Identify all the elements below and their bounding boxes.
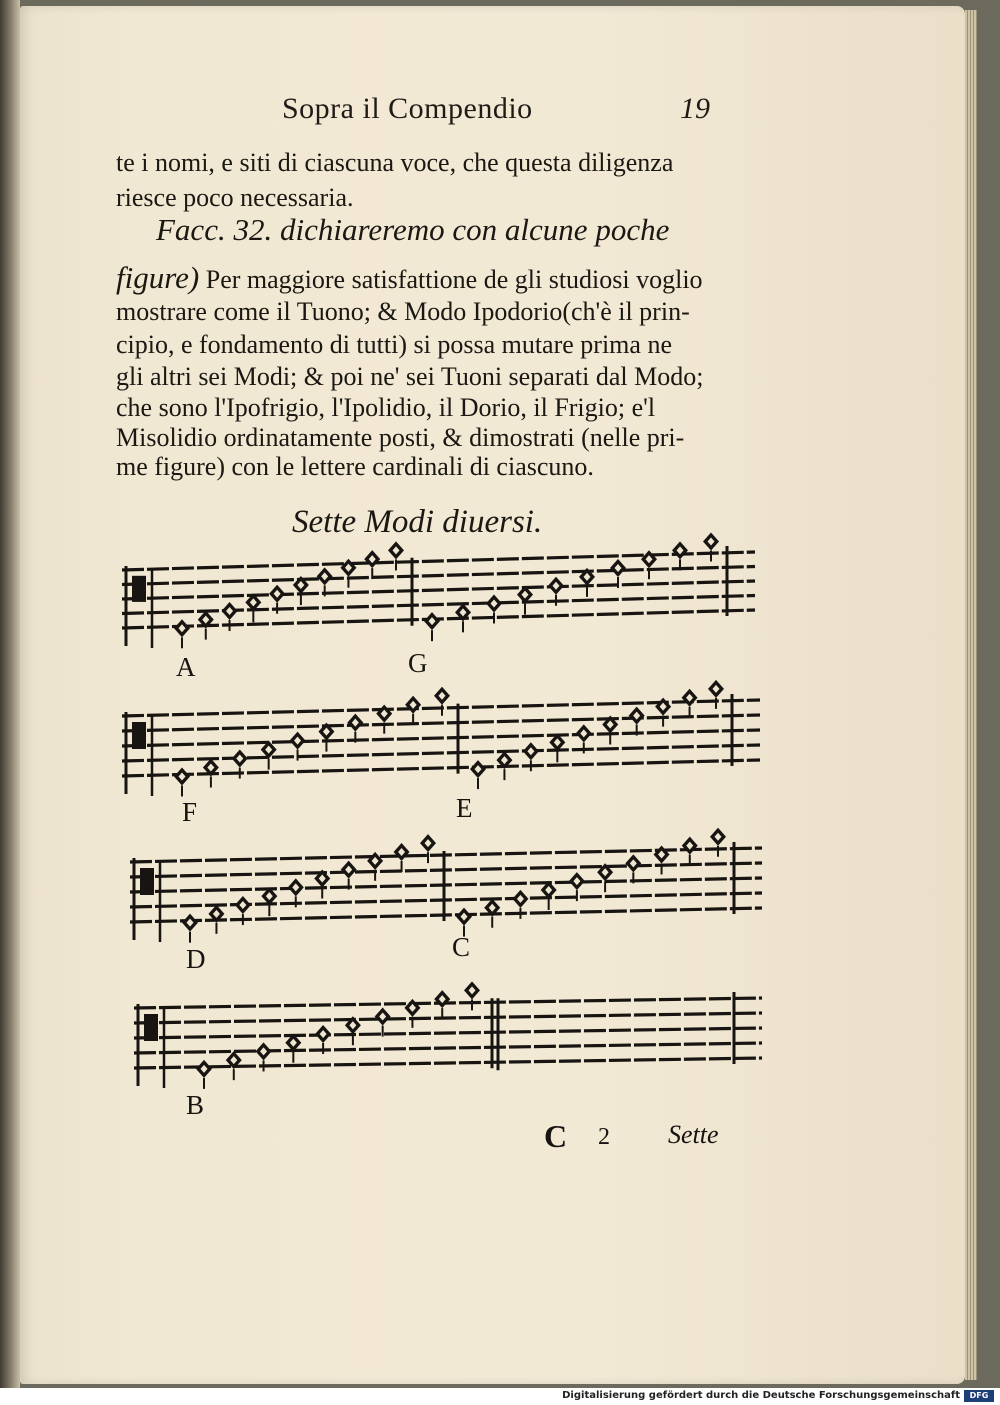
italic-lead: figure)	[116, 260, 200, 295]
paragraph-line-5: che sono l'Ipofrigio, l'Ipolidio, il Dorio, il Frigio; e'l	[116, 393, 656, 422]
paragraph-line-6: Misolidio ordinatamente posti, & dimostrati (nelle pri-	[116, 423, 685, 452]
digitization-footer	[0, 1388, 1000, 1405]
catchword: Sette	[668, 1120, 719, 1149]
text-line-2: riesce poco necessaria.	[116, 183, 354, 212]
music-heading: Sette Modi diuersi.	[292, 504, 543, 540]
text-line-1: te i nomi, e siti di ciascuna voce, che questa diligenza	[116, 148, 674, 177]
footer-text: Digitalisierung gefördert durch die Deutsche Forschungsgemeinschaft	[562, 1390, 960, 1401]
paragraph-line-4: gli altri sei Modi; & poi ne' sei Tuoni separati dal Modo;	[116, 362, 704, 391]
running-head: Sopra il Compendio	[282, 92, 533, 125]
staff-letter-a: A	[176, 652, 196, 682]
page-number: 19	[680, 92, 710, 125]
staff-letter-c: C	[452, 932, 471, 962]
notes	[174, 532, 726, 1088]
staff-letter-g: G	[408, 648, 428, 678]
staff-letter-e: E	[456, 793, 473, 823]
dfg-logo: DFG	[964, 1390, 994, 1402]
paragraph-first-text: Per maggiore satisfattione de gli studiosi voglio	[205, 265, 703, 294]
staff-letter-f: F	[182, 797, 198, 827]
paragraph-line-7: me figure) con le lettere cardinali di ciascuno.	[116, 452, 594, 481]
section-reference: Facc. 32. dichiareremo con alcune poche	[156, 212, 670, 247]
staff-letter-b: B	[186, 1090, 205, 1120]
paragraph-line-3: cipio, e fondamento di tutti) si possa mutare prima ne	[116, 330, 672, 359]
staff-letter-d: D	[186, 944, 206, 974]
paragraph-line-2: mostrare come il Tuono; & Modo Ipodorio(ch'è il prin-	[116, 297, 690, 326]
signature-mark: C	[544, 1118, 568, 1154]
signature-number: 2	[598, 1124, 610, 1150]
